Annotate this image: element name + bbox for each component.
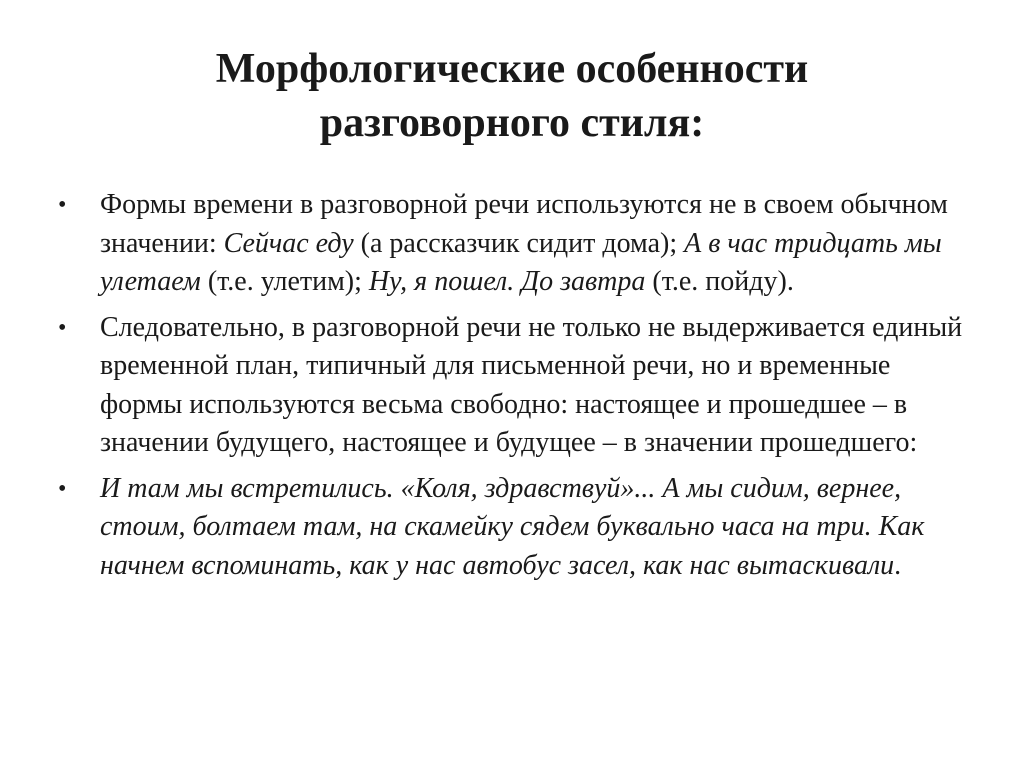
bullet-marker: •: [58, 475, 67, 502]
text-segment: (т.е. пойду).: [645, 266, 794, 297]
bullet-text: [100, 189, 948, 297]
bullet-marker: •: [58, 192, 67, 218]
example-italic: И там мы встретились. «Коля, здравствуй»... А мы сидим, вернее, стоим, болтаем там, на скамейку сядем буквально часа на три. Как начнем вспоминать, как у нас автобус засел, как нас вытаскивали: [100, 472, 925, 581]
text-segment: Следовательно, в разговорной речи не только не выдерживается единый временной план, типичный для письменной речи, но и временные формы используются весьма свободно: настоящее и прошедшее – в значении будущего, настоящее и будущее – в значении прошедшего:: [100, 311, 963, 458]
bullet-marker: •: [58, 314, 67, 341]
text-segment: (а рассказчик сидит дома);: [353, 227, 685, 259]
text-segment: Формы времени в разговорной речи используются не в своем обычном значении:: [100, 189, 948, 259]
slide-title: [0, 42, 1024, 150]
bullet-list: [58, 186, 978, 592]
slide-title-line-2: разговорного стиля:: [319, 100, 705, 146]
text-segment: .: [894, 549, 902, 581]
slide-title-line-1: Морфологические особенности: [215, 46, 809, 92]
example-italic: Ну, я пошел. До завтра: [368, 266, 646, 297]
bullet-text: [100, 312, 962, 459]
example-italic: А в час тридцать мы улетаем: [100, 227, 942, 297]
bullet-item-1: [58, 186, 978, 302]
bullet-item-2: [58, 309, 978, 463]
bullet-text: [100, 473, 924, 581]
text-segment: (т.е. улетим);: [200, 266, 369, 297]
example-italic: Сейчас еду: [223, 227, 354, 259]
bullet-item-3: [58, 470, 978, 586]
